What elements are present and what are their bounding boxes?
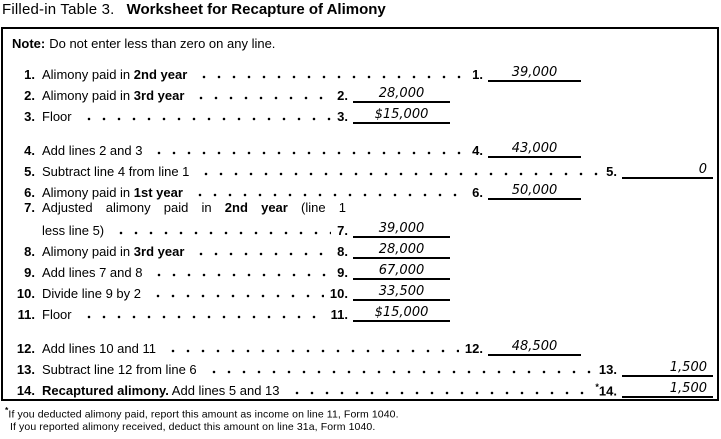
line-label bbox=[42, 265, 142, 280]
row-gap bbox=[9, 322, 713, 335]
label-text: Divide line 9 by 2 bbox=[42, 286, 141, 301]
amount-field: 33,500 bbox=[353, 284, 450, 301]
worksheet-row bbox=[9, 103, 713, 124]
dot-leader bbox=[151, 292, 324, 300]
label-text: Floor bbox=[42, 109, 72, 124]
line-number: 14. bbox=[16, 383, 35, 398]
line-number: 10. bbox=[16, 286, 35, 301]
worksheet-row bbox=[9, 179, 713, 200]
entry-asterisk: * bbox=[595, 381, 599, 392]
amount-entry bbox=[472, 183, 581, 200]
label-text: Alimony paid in bbox=[42, 244, 134, 259]
entry-line-number: 8. bbox=[337, 244, 348, 259]
dot-leader bbox=[166, 347, 459, 355]
label-text: Subtract line 4 from line 1 bbox=[42, 164, 190, 179]
label-bold-text: 1st year bbox=[133, 185, 183, 200]
line-label bbox=[42, 109, 72, 124]
amount-field: 39,000 bbox=[488, 65, 581, 82]
label-text: Alimony paid in bbox=[42, 67, 134, 82]
footnote-asterisk: * bbox=[5, 405, 9, 415]
amount-entry bbox=[337, 221, 450, 238]
line-number: 12. bbox=[16, 341, 35, 356]
worksheet-row bbox=[9, 200, 713, 217]
label-text: Alimony paid in bbox=[42, 88, 134, 103]
line-number: 1. bbox=[24, 67, 35, 82]
footnote-line-2 bbox=[5, 421, 399, 433]
line-number: 2. bbox=[24, 88, 35, 103]
worksheet-row bbox=[9, 137, 713, 158]
entry-line-number: 4. bbox=[472, 143, 483, 158]
dot-leader bbox=[82, 115, 332, 123]
line-label bbox=[42, 341, 156, 356]
dot-leader bbox=[194, 250, 331, 258]
label-text: Add lines 2 and 3 bbox=[42, 143, 143, 158]
dot-leader bbox=[197, 73, 466, 81]
entry-line-number: 1. bbox=[472, 67, 483, 82]
worksheet-row bbox=[9, 238, 713, 259]
amount-field: 28,000 bbox=[353, 86, 450, 103]
label-text: Add lines 7 and 8 bbox=[42, 265, 143, 280]
label-bold-text: 3rd year bbox=[133, 88, 185, 103]
amount-field: 67,000 bbox=[353, 263, 450, 280]
entry-line-number: *14. bbox=[595, 381, 617, 398]
line-number: 6. bbox=[24, 185, 35, 200]
entry-line-number: 5. bbox=[606, 164, 617, 179]
label-text: Floor bbox=[42, 307, 72, 322]
page-title bbox=[0, 0, 721, 24]
entry-line-number: 6. bbox=[472, 185, 483, 200]
amount-field: 1,500 bbox=[622, 381, 713, 398]
entry-line-number: 7. bbox=[337, 223, 348, 238]
entry-line-number: 12. bbox=[464, 341, 483, 356]
worksheet-row bbox=[9, 259, 713, 280]
label-bold-text: 2nd year bbox=[224, 200, 288, 215]
dot-leader bbox=[199, 170, 600, 178]
worksheet-row bbox=[9, 82, 713, 103]
amount-field: $15,000 bbox=[353, 305, 450, 322]
dot-leader bbox=[82, 313, 325, 321]
worksheet-row bbox=[9, 158, 713, 179]
amount-entry bbox=[595, 381, 713, 398]
line-label bbox=[42, 362, 197, 377]
amount-field: 50,000 bbox=[488, 183, 581, 200]
amount-entry bbox=[472, 141, 581, 158]
worksheet-row bbox=[9, 280, 713, 301]
worksheet-box bbox=[1, 27, 719, 401]
line-number: 11. bbox=[17, 307, 35, 322]
line-label bbox=[42, 286, 141, 301]
footnote-text-2: If you reported alimony received, deduct this amount on line 31a, Form 1040. bbox=[10, 420, 376, 433]
line-label bbox=[42, 88, 184, 103]
line-number: 9. bbox=[24, 265, 35, 280]
footnote bbox=[5, 404, 399, 433]
dot-leader bbox=[152, 271, 331, 279]
worksheet-row bbox=[9, 377, 713, 398]
amount-entry bbox=[337, 242, 450, 259]
entry-line-number: 10. bbox=[329, 286, 348, 301]
amount-entry bbox=[330, 284, 450, 301]
amount-field: 43,000 bbox=[488, 141, 581, 158]
worksheet-row bbox=[9, 335, 713, 356]
label-text: Subtract line 12 from line 6 bbox=[42, 362, 197, 377]
entry-line-number: 3. bbox=[337, 109, 348, 124]
amount-entry bbox=[337, 107, 450, 124]
note-label: Note: bbox=[12, 36, 46, 51]
dot-leader bbox=[207, 368, 593, 376]
label-text: Adjusted alimony paid in bbox=[42, 200, 225, 215]
table-number-label: Filled-in Table 3. bbox=[2, 1, 115, 18]
row-gap bbox=[9, 124, 713, 137]
worksheet-row-continuation bbox=[9, 217, 713, 238]
dot-leader bbox=[152, 149, 466, 157]
line-number: 8. bbox=[24, 244, 35, 259]
line-label bbox=[42, 164, 189, 179]
dot-leader bbox=[290, 389, 590, 397]
dot-leader bbox=[114, 229, 331, 237]
line-label bbox=[42, 143, 142, 158]
amount-field: 48,500 bbox=[488, 339, 581, 356]
worksheet-rows bbox=[9, 61, 713, 398]
line-number: 7. bbox=[24, 200, 35, 215]
amount-entry bbox=[599, 360, 713, 377]
amount-field: 1,500 bbox=[622, 360, 713, 377]
label-bold-text: Recaptured alimony. bbox=[42, 383, 169, 398]
worksheet-row bbox=[9, 356, 713, 377]
worksheet-title: Worksheet for Recapture of Alimony bbox=[126, 1, 386, 18]
note-line bbox=[12, 36, 713, 51]
label-text: (line 1 bbox=[287, 200, 346, 215]
line-number: 3. bbox=[24, 109, 35, 124]
amount-entry bbox=[465, 339, 581, 356]
amount-entry bbox=[337, 86, 450, 103]
line-label bbox=[42, 67, 187, 82]
worksheet-row bbox=[9, 61, 713, 82]
label-text: Alimony paid in bbox=[42, 185, 134, 200]
note-text: Do not enter less than zero on any line. bbox=[49, 36, 276, 51]
amount-entry bbox=[337, 263, 450, 280]
label-text: Add lines 5 and 13 bbox=[168, 383, 280, 398]
amount-entry bbox=[472, 65, 581, 82]
amount-field: $15,000 bbox=[353, 107, 450, 124]
label-bold-text: 2nd year bbox=[133, 67, 188, 82]
entry-line-number: 13. bbox=[598, 362, 617, 377]
dot-leader bbox=[194, 94, 331, 102]
line-label bbox=[42, 185, 183, 200]
entry-line-number: 9. bbox=[337, 265, 348, 280]
line-label bbox=[42, 200, 346, 215]
line-number: 4. bbox=[24, 143, 35, 158]
worksheet-row bbox=[9, 301, 713, 322]
line-label bbox=[42, 307, 72, 322]
footnote-line-1 bbox=[5, 404, 399, 421]
label-text: Add lines 10 and 11 bbox=[42, 341, 156, 356]
amount-field: 28,000 bbox=[353, 242, 450, 259]
line-label bbox=[42, 244, 184, 259]
line-number: 13. bbox=[16, 362, 35, 377]
amount-entry bbox=[331, 305, 450, 322]
line-label: less line 5) bbox=[42, 223, 105, 238]
line-number: 5. bbox=[24, 164, 35, 179]
entry-line-number: 2. bbox=[337, 88, 348, 103]
amount-field: 39,000 bbox=[353, 221, 450, 238]
amount-field: 0 bbox=[622, 162, 713, 179]
entry-line-number: 11. bbox=[330, 307, 348, 322]
line-label bbox=[42, 383, 280, 398]
label-bold-text: 3rd year bbox=[133, 244, 185, 259]
amount-entry bbox=[606, 162, 713, 179]
footnote-text-1: If you deducted alimony paid, report this amount as income on line 11, Form 1040. bbox=[8, 408, 399, 421]
dot-leader bbox=[193, 191, 466, 199]
